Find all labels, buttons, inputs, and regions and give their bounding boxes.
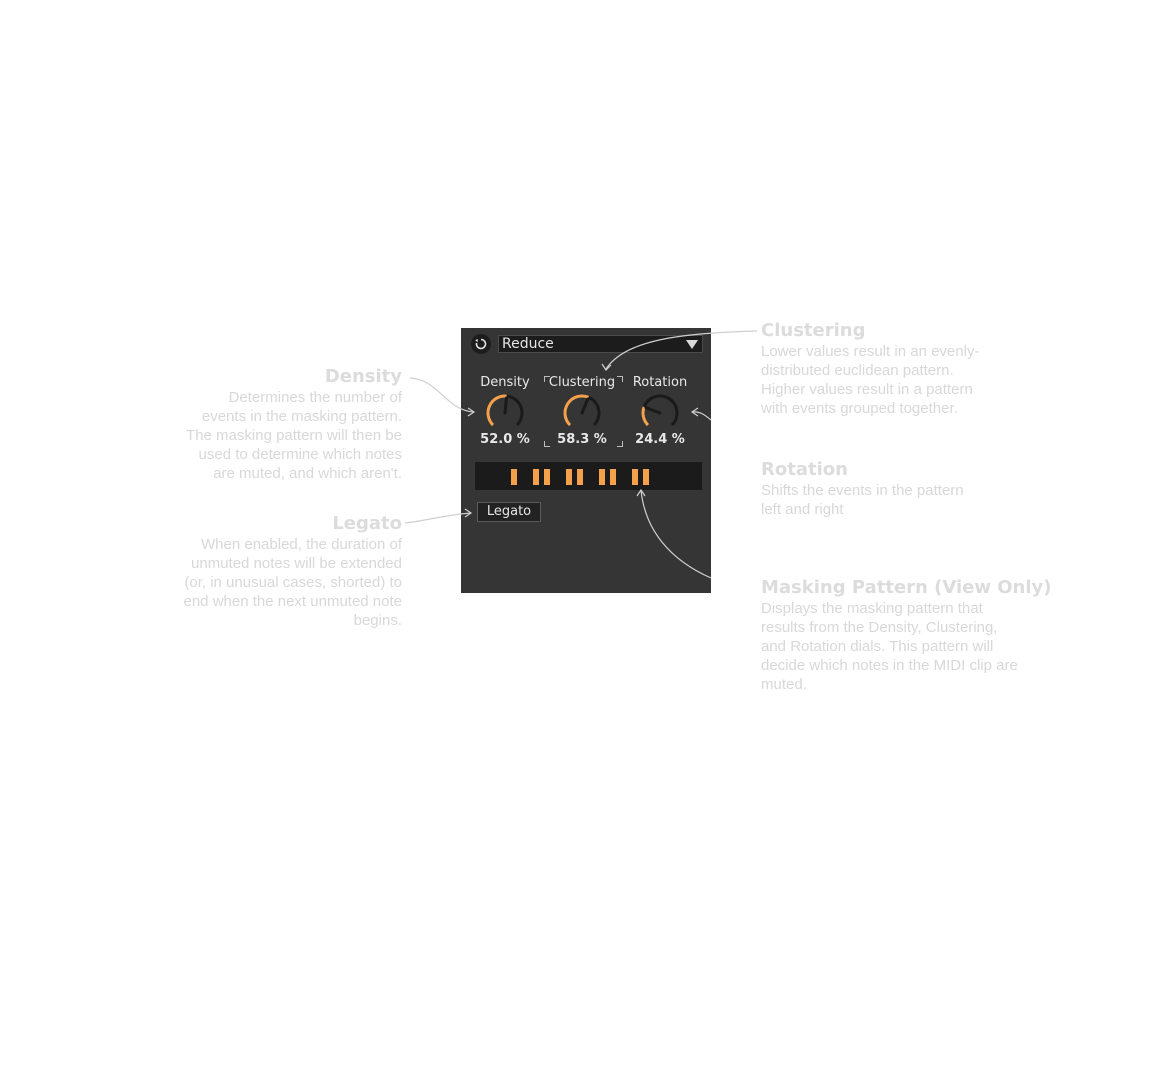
masking-annotation-title: Masking Pattern (View Only) xyxy=(761,577,1052,598)
density-annotation-title: Density xyxy=(324,366,402,387)
clustering-dial-label: Clustering xyxy=(548,375,616,390)
legato-annotation-title: Legato xyxy=(332,513,402,534)
density-arrow xyxy=(410,378,474,412)
rotation-dial-label: Rotation xyxy=(632,375,688,390)
clustering-annotation-body: Lower values result in an evenly-distributed euclidean pattern. Higher values result in a pattern with events grouped together. xyxy=(761,343,980,417)
density-annotation-body: Determines the number of events in the masking pattern. The masking pattern will then be used to determine which notes are muted, and which aren't. xyxy=(186,389,402,482)
rotation-dial-value: 24.4 % xyxy=(635,432,685,447)
mode-select-value: Reduce xyxy=(502,336,554,352)
rotation-arrow xyxy=(692,412,711,420)
density-dial-value: 52.0 % xyxy=(480,432,530,447)
clustering-dial-value: 58.3 % xyxy=(557,432,607,447)
clustering-arrow xyxy=(606,331,757,369)
masking-arrow xyxy=(641,490,711,578)
clustering-annotation-title: Clustering xyxy=(761,320,866,341)
masking-annotation-body: Displays the masking pattern that results from the Density, Clustering, and Rotation dials. This pattern will decide which notes in the MIDI clip are muted. xyxy=(761,600,1018,693)
density-dial-label: Density xyxy=(480,375,530,390)
legato-annotation-body: When enabled, the duration of unmuted notes will be extended (or, in unusual cases, shorted) to end when the next unmuted note begins. xyxy=(183,536,402,629)
rotation-annotation-body: Shifts the events in the pattern left and right xyxy=(761,482,964,518)
legato-arrow xyxy=(405,513,471,523)
legato-toggle[interactable]: Legato xyxy=(477,502,541,522)
rotation-annotation-title: Rotation xyxy=(761,459,848,480)
